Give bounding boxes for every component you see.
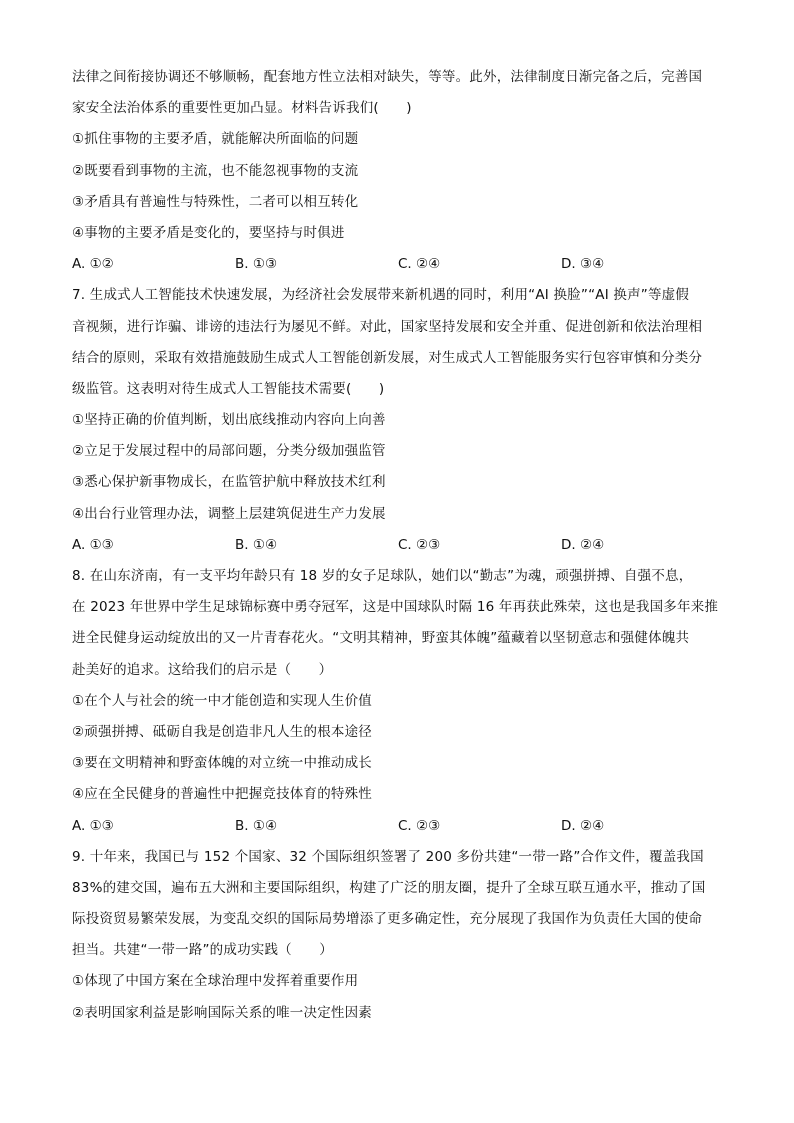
option-c[interactable]: C. ②③ xyxy=(398,817,441,834)
stem-line: 赴美好的追求。这给我们的启示是（ ） xyxy=(72,661,333,678)
statement: ②表明国家利益是影响国际关系的唯一决定性因素 xyxy=(72,1004,373,1021)
stem-line: 法律之间衔接协调还不够顺畅，配套地方性立法相对缺失，等等。此外，法律制度日渐完备之后，完善国 xyxy=(72,69,703,85)
option-b[interactable]: B. ①④ xyxy=(235,817,278,834)
statement: ③要在文明精神和野蛮体魄的对立统一中推动成长 xyxy=(72,755,373,772)
answer-options xyxy=(72,249,724,280)
statement: ④应在全民健身的普遍性中把握竞技体育的特殊性 xyxy=(72,786,373,803)
stem-line: 83%的建交国，遍布五大洲和主要国际组织，构建了广泛的朋友圈，提升了全球互联互通水平，推动了国 xyxy=(72,879,706,896)
statement: ③矛盾具有普遍性与特殊性，二者可以相互转化 xyxy=(72,193,359,210)
stem-line: 进全民健身运动绽放出的又一片青春花火。“文明其精神，野蛮其体魄”蕴藏着以坚韧意志和强健体魄共 xyxy=(72,630,690,647)
option-c[interactable]: C. ②③ xyxy=(398,536,441,553)
option-d[interactable]: D. ③④ xyxy=(561,256,605,273)
statement: ④事物的主要矛盾是变化的，要坚持与时俱进 xyxy=(72,224,345,241)
option-a[interactable]: A. ①③ xyxy=(72,817,114,834)
option-b[interactable]: B. ①④ xyxy=(235,536,278,553)
statement: ②立足于发展过程中的局部问题，分类分级加强监管 xyxy=(72,443,386,460)
statement: ①坚持正确的价值判断，划出底线推动内容向上向善 xyxy=(72,412,386,429)
stem-line: 家安全法治体系的重要性更加凸显。材料告诉我们( ) xyxy=(72,100,412,117)
statement: ③悉心保护新事物成长，在监管护航中释放技术红利 xyxy=(72,474,386,491)
page-content xyxy=(72,62,724,1029)
option-d[interactable]: D. ②④ xyxy=(561,817,605,834)
stem-line: 在 2023 年世界中学生足球锦标赛中勇夺冠军，这是中国球队时隔 16 年再获此殊荣，这也是我国多年来推 xyxy=(72,599,719,616)
stem-line: 担当。共建“一带一路”的成功实践（ ） xyxy=(72,942,333,959)
statement: ②顽强拼搏、砥砺自我是创造非凡人生的根本途径 xyxy=(72,723,373,740)
statement: ①在个人与社会的统一中才能创造和实现人生价值 xyxy=(72,692,373,709)
statement: ①体现了中国方案在全球治理中发挥着重要作用 xyxy=(72,973,359,990)
option-d[interactable]: D. ②④ xyxy=(561,536,605,553)
option-c[interactable]: C. ②④ xyxy=(398,256,441,273)
stem-line: 级监管。这表明对待生成式人工智能技术需要( ) xyxy=(72,380,385,397)
question-9 xyxy=(72,842,724,1029)
stem-line: 9. 十年来，我国已与 152 个国家、32 个国际组织签署了 200 多份共建“一带一路”合作文件，覆盖我国 xyxy=(72,848,704,865)
statement: ②既要看到事物的主流，也不能忽视事物的支流 xyxy=(72,162,359,179)
answer-options xyxy=(72,530,724,561)
question-8 xyxy=(72,561,724,842)
answer-options xyxy=(72,811,724,842)
statement: ①抓住事物的主要矛盾，就能解决所面临的问题 xyxy=(72,131,359,148)
question-6-tail xyxy=(72,62,724,280)
option-a[interactable]: A. ①③ xyxy=(72,536,114,553)
option-b[interactable]: B. ①③ xyxy=(235,256,278,273)
stem-line: 际投资贸易繁荣发展，为变乱交织的国际局势增添了更多确定性，充分展现了我国作为负责任大国的使命 xyxy=(72,911,703,928)
statement: ④出台行业管理办法，调整上层建筑促进生产力发展 xyxy=(72,505,386,522)
stem-line: 结合的原则，采取有效措施鼓励生成式人工智能创新发展，对生成式人工智能服务实行包容审慎和分类分 xyxy=(72,349,703,366)
stem-line: 音视频，进行诈骗、诽谤的违法行为屡见不鲜。对此，国家坚持发展和安全并重、促进创新和依法治理相 xyxy=(72,318,703,335)
stem-line: 7. 生成式人工智能技术快速发展，为经济社会发展带来新机遇的同时，利用“AI 换脸”“AI 换声”等虚假 xyxy=(72,287,690,304)
question-7 xyxy=(72,280,724,561)
stem-line: 8. 在山东济南，有一支平均年龄只有 18 岁的女子足球队，她们以“勤志”为魂，顽强拼搏、自强不息， xyxy=(72,568,693,584)
option-a[interactable]: A. ①② xyxy=(72,256,114,273)
